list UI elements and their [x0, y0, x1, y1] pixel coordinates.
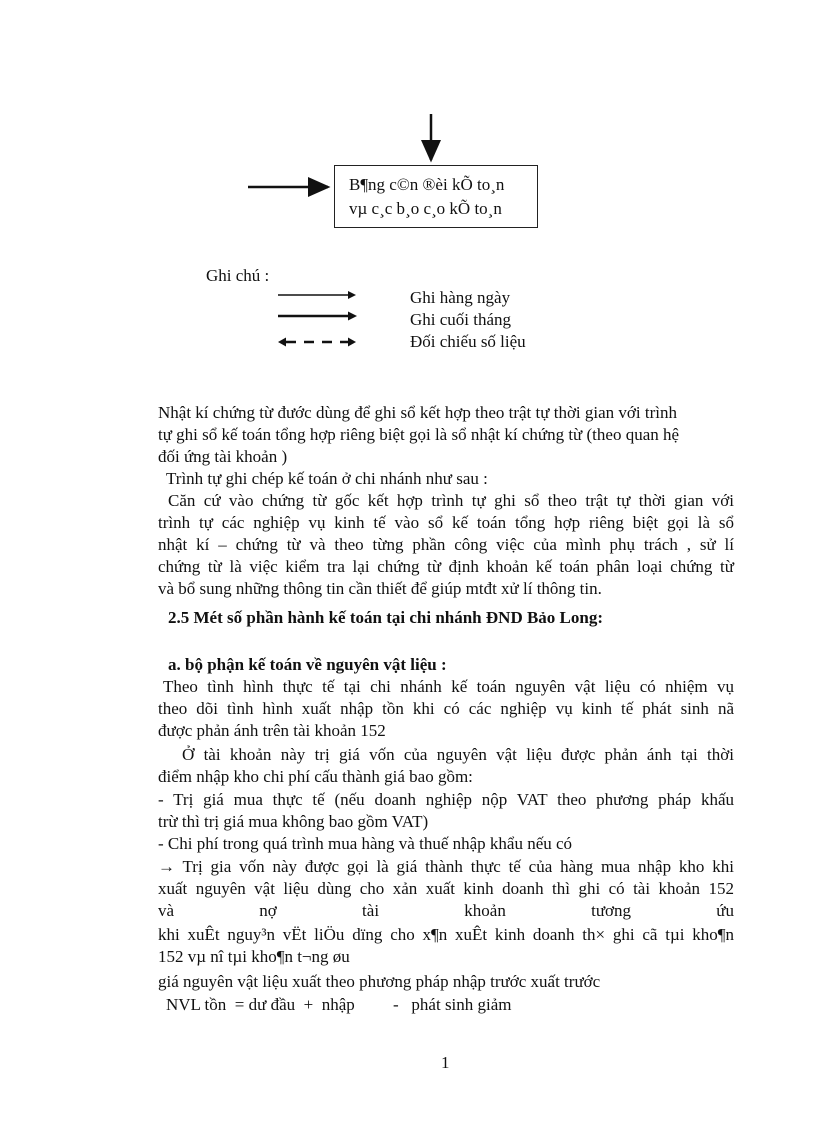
- text-line: xuất nguyên vật liệu dùng cho xản xuất kinh doanh thì ghi có tài khoản 152: [158, 879, 734, 898]
- text-line: đối ứng tài khoản ): [158, 447, 288, 466]
- paragraph-sequence-detail: [158, 490, 734, 600]
- text-line: chứng từ là việc kiểm tra lại chứng từ định khoản kế toán phân loại chứng từ: [158, 557, 734, 576]
- text-line: và nợ tài khoản tương ứu: [158, 901, 734, 920]
- paragraph-fifo: giá nguyên vật liệu xuất theo phương pháp nhập trước xuất trước: [158, 972, 601, 991]
- paragraph-purchase-value: [158, 789, 734, 833]
- legend-daily-label: Ghi hàng ngày: [410, 288, 511, 307]
- paragraph-journal-intro: [158, 402, 734, 468]
- summary-report-box: [334, 165, 538, 228]
- text-line: nhật kí – chứng từ và theo từng phần công việc của mình phụ trách , sử lí: [158, 535, 734, 554]
- legend-reconcile-label: Đối chiếu số liệu: [410, 332, 526, 351]
- text-line: trừ thì trị giá mua không bao gồm VAT): [158, 812, 429, 831]
- text-line: và bổ sung những thông tin cần thiết để giúp mtđt xử lí thông tin.: [158, 579, 602, 598]
- text-line: Nhật kí chứng từ đước dùng để ghi sổ kết hợp theo trật tự thời gian với trình: [158, 403, 677, 422]
- page-number: 1: [441, 1053, 450, 1072]
- text-line: Căn cứ vào chứng từ gốc kết hợp trình tự ghi sổ theo trật tự thời gian với: [168, 491, 734, 510]
- text-line: → Trị gia vốn này được gọi là giá thành thực tế của hàng mua nhập kho khi: [158, 857, 734, 876]
- formula-nvl-ending: NVL tồn = dư đầu + nhập - phát sinh giảm: [166, 995, 512, 1014]
- text-line: khi xuÊt nguy³n vËt liÖu dïng cho x¶n xuÊt kinh doanh th× ghi cã tµi kho¶n: [158, 925, 734, 944]
- text-line: 152 vµ nî tµi kho¶n t¬ng øu: [158, 947, 350, 966]
- legend-daily-arrow-icon: [276, 288, 366, 302]
- paragraph-purchase-cost: - Chi phí trong quá trình mua hàng và thuế nhập khẩu nếu có: [158, 834, 573, 853]
- legend-reconcile-dashed-arrow-icon: [276, 335, 366, 349]
- text-line: tự ghi sổ kế toán tổng hợp riêng biệt gọi là sổ nhật kí chứng từ (theo quan hệ: [158, 425, 680, 444]
- paragraph-encoded-text: [158, 924, 734, 968]
- paragraph-sequence-title: Trình tự ghi chép kế toán ở chi nhánh như sau :: [166, 469, 488, 488]
- box-line-2: vµ c¸c b¸o c¸o kÕ to¸n: [349, 199, 502, 218]
- paragraph-cost-price: [158, 856, 734, 922]
- text-line: điểm nhập kho chi phí cấu thành giá bao gồm:: [158, 767, 473, 786]
- legend-monthly-label: Ghi cuối tháng: [410, 310, 512, 329]
- section-heading-2-5: 2.5 Mét số phần hành kế toán tại chi nhánh ĐND Bảo Long:: [168, 608, 604, 627]
- text-line: Theo tình hình thực tế tại chi nhánh kế toán nguyên vật liệu có nhiệm vụ: [163, 677, 734, 696]
- box-line-1: B¶ng c©n ®èi kÕ to¸n: [349, 175, 505, 194]
- text-line: được phản ánh trên tài khoản 152: [158, 721, 386, 740]
- text-line: trình tự các nghiệp vụ kinh tế vào sổ kế toán tổng hợp riêng biệt gọi là sổ: [158, 513, 734, 532]
- legend-monthly-arrow-icon: [276, 309, 366, 323]
- section-heading-a: a. bộ phận kế toán về nguyên vật liệu :: [168, 655, 447, 674]
- paragraph-account-value: [158, 744, 734, 788]
- paragraph-materials-intro: [158, 676, 734, 742]
- legend-title: Ghi chú :: [206, 266, 270, 285]
- text-line: theo dõi tình hình xuất nhập tồn khi có các nghiệp vụ kinh tế phát sinh nã: [158, 699, 734, 718]
- text-line: - Trị giá mua thực tế (nếu doanh nghiệp nộp VAT theo phương pháp khấu: [158, 790, 734, 809]
- text-line: Ở tài khoản này trị giá vốn của nguyên vật liệu được phản ánh tại thời: [182, 745, 734, 764]
